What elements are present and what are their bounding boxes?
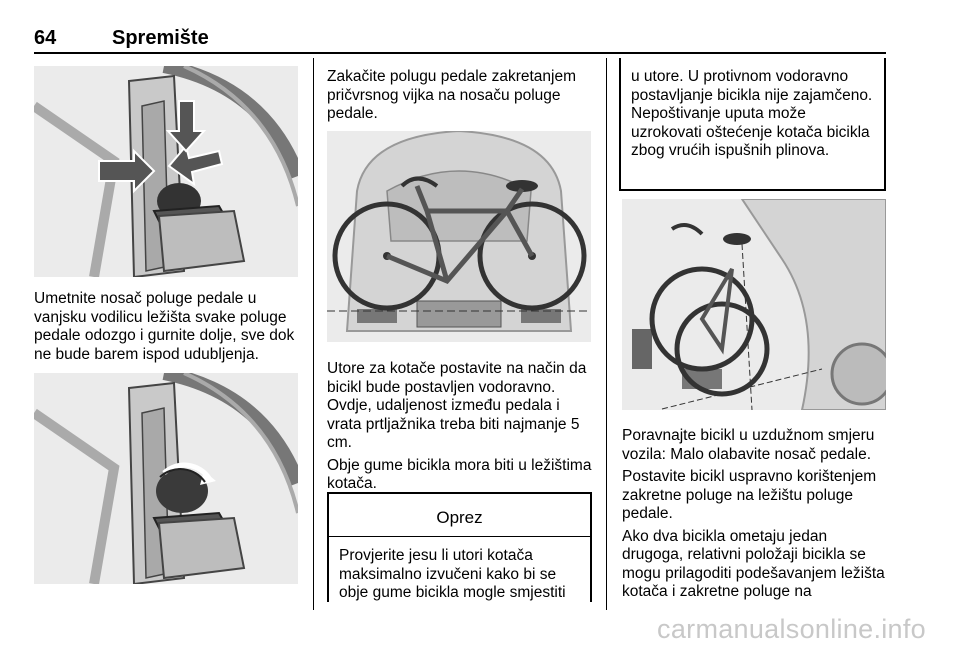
pedal-holder-figure-1 — [34, 66, 298, 277]
intro-fasten-pedal-lever: Zakačite polugu pedale zakretanjem pričvrsnog vijka na nosaču poluge pedale. — [327, 68, 577, 122]
paragraph-both-tyres: Obje gume bicikla mora biti u ležištima kotača. — [327, 456, 592, 492]
pedal-holder-illustration-2 — [34, 373, 298, 584]
page-number: 64 — [34, 27, 57, 49]
column-divider-left — [313, 58, 314, 610]
column3-body-text — [622, 427, 888, 606]
paragraph-align-bicycle: Poravnajte bicikl u uzdužnom smjeru vozila: Malo olabavite nosač pedale. — [622, 427, 875, 463]
caution-box-continued — [619, 58, 886, 191]
bicycle-alignment-illustration — [622, 199, 886, 410]
bicycle-alignment-figure — [622, 199, 886, 410]
paragraph-upright-bicycle: Postavite bicikl uspravno korištenjem zakretne poluge na ležištu poluge pedale. — [622, 468, 877, 522]
caution-title: Oprez — [329, 494, 590, 537]
caution-box — [327, 492, 592, 602]
caution-continued-text: u utore. U protivnom vodoravno postavljanje bicikla nije zajamčeno. Nepoštivanje uputa može uzrokovati oštećenje kotača bicikla zbog vrućih ispušnih plinova. — [631, 68, 873, 159]
bicycle-on-carrier-illustration — [327, 131, 591, 342]
pedal-holder-illustration-1 — [34, 66, 298, 277]
column-divider-right — [606, 58, 607, 610]
bicycle-on-carrier-figure — [327, 131, 591, 342]
paragraph-wheel-slots: Utore za kotače postavite na način da bicikl bude postavljen vodoravno. Ovdje, udaljenost između pedala i vrata prtljažnika treba biti najmanje 5 cm. — [327, 360, 587, 451]
paragraph-two-bicycles: Ako dva bicikla ometaju jedan drugoga, relativni položaji bicikla se mogu prilagoditi podešavanjem ležišta kotača i zakretne poluge na — [622, 527, 885, 600]
caption-insert-pedal-holder: Umetnite nosač poluge pedale u vanjsku vodilicu ležišta svake poluge pedale odozgo i gurnite dolje, sve dok ne bude barem ispod udubljenja. — [34, 290, 295, 363]
header-rule — [34, 52, 886, 54]
watermark: carmanualsonline.info — [657, 614, 926, 644]
column2-body-text — [327, 360, 597, 498]
section-title: Spremište — [112, 27, 209, 49]
caution-body: Provjerite jesu li utori kotača maksimalno izvučeni kako bi se obje gume bicikla mogle smjestiti — [339, 547, 566, 601]
pedal-holder-figure-2 — [34, 373, 298, 584]
